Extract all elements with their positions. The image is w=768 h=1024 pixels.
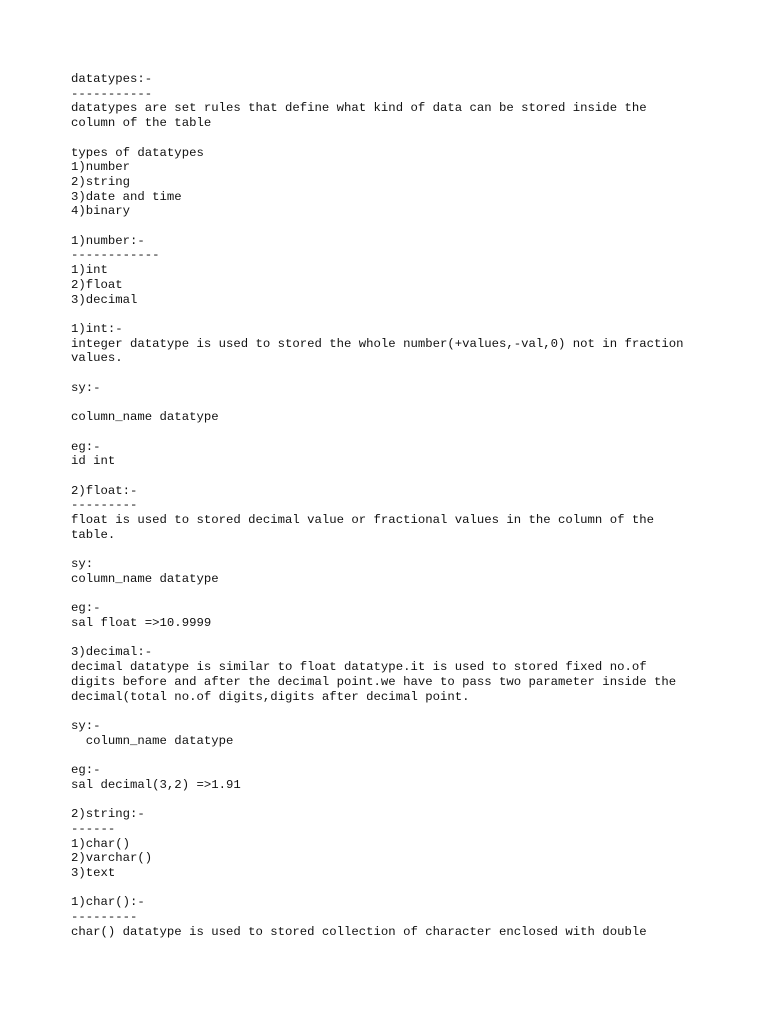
document-text: datatypes:- ----------- datatypes are set rules that define what kind of data can be stored inside the column of the table types of datatypes 1)number 2)string 3)date and time 4)binary 1)number:- ------------ 1)int 2)float 3)decimal 1)int:- integer datatype is used to stored the whole number(+values,-val,0) not in fraction values. sy:- column_name datatype eg:- id int 2)float:- --------- float is used to stored decimal value or fractional values in the column of the table. sy: column_name datatype eg:- sal float =>10.9999 3)decimal:- decimal datatype is similar to float datatype.it is used to stored fixed no.of digits before and after the decimal point.we have to pass two parameter inside the decimal(total no.of digits,digits after decimal point. sy:- column_name datatype eg:- sal decimal(3,2) =>1.91 2)string:- ------ 1)char() 2)varchar() 3)text 1)char():- --------- char() datatype is used to stored collection of character enclosed with double	[71, 72, 684, 939]
